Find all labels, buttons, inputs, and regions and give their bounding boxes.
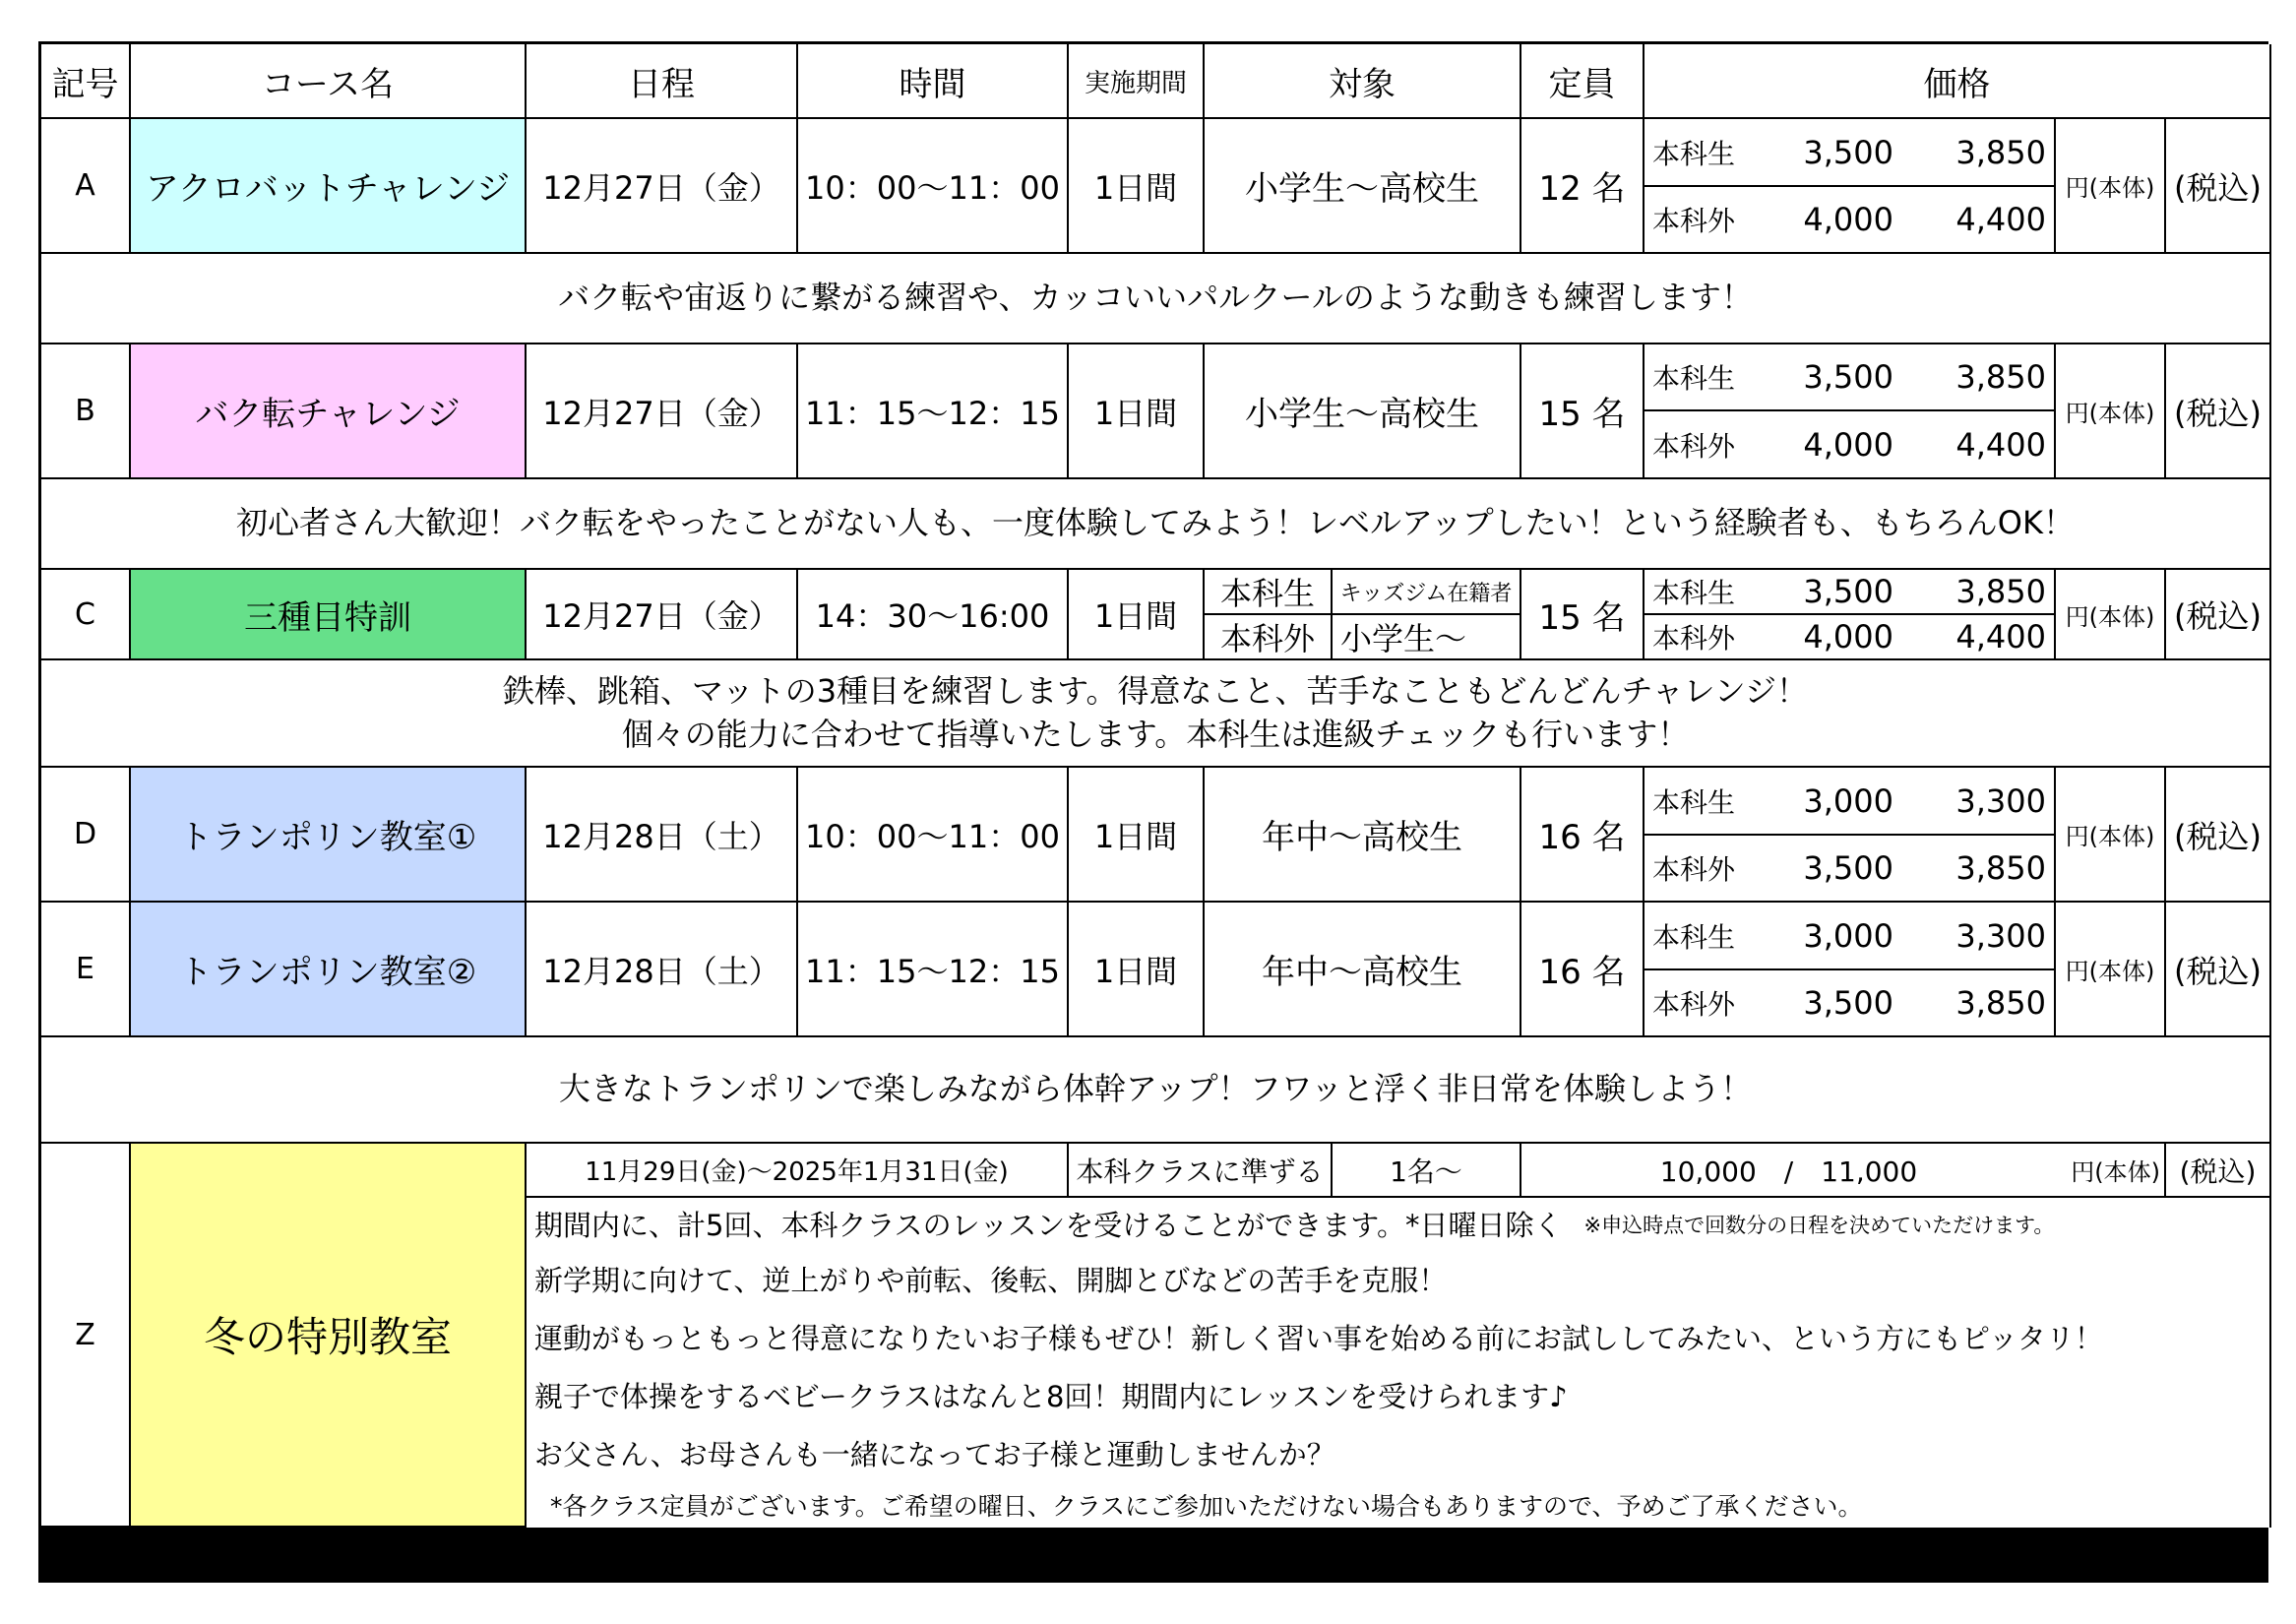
course-c-member-tax: 3,850: [1901, 570, 2056, 615]
course-d-target: 年中～高校生: [1205, 768, 1521, 903]
course-d-member-tax: 3,300: [1901, 768, 2056, 836]
course-c-name: 三種目特訓: [131, 570, 527, 660]
course-b-tax: (税込): [2166, 344, 2271, 479]
course-a-code: A: [41, 119, 131, 254]
course-c-tax: (税込): [2166, 570, 2271, 660]
course-a-unit: 円(本体): [2056, 119, 2166, 254]
course-a-member-base: 3,500: [1748, 119, 1901, 187]
course-c-period: 1日間: [1069, 570, 1205, 660]
course-c-target-non-label: 本科外: [1205, 615, 1333, 660]
course-d-member-base: 3,000: [1748, 768, 1901, 836]
course-a-non-base: 4,000: [1748, 187, 1901, 254]
course-c-date: 12月27日（金）: [527, 570, 798, 660]
course-c-non-base: 4,000: [1748, 615, 1901, 660]
course-e-period: 1日間: [1069, 903, 1205, 1037]
header-code: 記号: [41, 44, 131, 119]
course-z-price: 10,000 / 11,000: [1521, 1144, 2056, 1198]
course-b-time: 11：15～12：15: [798, 344, 1069, 479]
course-z-period: 本科クラスに準ずる: [1069, 1144, 1333, 1198]
course-d-non-label: 本科外: [1644, 836, 1748, 903]
course-a-capacity: 12 名: [1521, 119, 1644, 254]
course-z-code: Z: [41, 1144, 131, 1528]
course-b-capacity: 15 名: [1521, 344, 1644, 479]
course-c-non-tax: 4,400: [1901, 615, 2056, 660]
course-a-name: アクロバットチャレンジ: [131, 119, 527, 254]
course-z-unit: 円(本体): [2056, 1144, 2166, 1198]
course-c-unit: 円(本体): [2056, 570, 2166, 660]
course-b-non-label: 本科外: [1644, 411, 1748, 479]
course-a-non-label: 本科外: [1644, 187, 1748, 254]
course-c-non-label: 本科外: [1644, 615, 1748, 660]
course-e-non-tax: 3,850: [1901, 970, 2056, 1037]
course-z-line4: 親子で体操をするベビークラスはなんと8回！期間内にレッスンを受けられます♪: [527, 1366, 2271, 1424]
course-b-description: 初心者さん大歓迎！バク転をやったことがない人も、一度体験してみよう！レベルアップしたい！という経験者も、もちろんOK！: [41, 479, 2271, 570]
course-schedule-table: [38, 41, 2268, 1583]
course-e-name: トランポリン教室②: [131, 903, 527, 1037]
course-b-period: 1日間: [1069, 344, 1205, 479]
course-e-target: 年中～高校生: [1205, 903, 1521, 1037]
course-z-line1: [527, 1198, 2271, 1250]
course-z-line5: お父さん、お母さんも一緒になってお子様と運動しませんか？: [527, 1424, 2271, 1482]
course-d-date: 12月28日（土）: [527, 768, 798, 903]
course-e-time: 11：15～12：15: [798, 903, 1069, 1037]
course-e-tax: (税込): [2166, 903, 2271, 1037]
course-de-description: 大きなトランポリンで楽しみながら体幹アップ！フワッと浮く非日常を体験しよう！: [41, 1037, 2271, 1144]
course-d-time: 10：00～11：00: [798, 768, 1069, 903]
header-course: コース名: [131, 44, 527, 119]
course-d-non-tax: 3,850: [1901, 836, 2056, 903]
course-b-target: 小学生～高校生: [1205, 344, 1521, 479]
course-b-date: 12月27日（金）: [527, 344, 798, 479]
course-z-tax: (税込): [2166, 1144, 2271, 1198]
course-a-time: 10：00～11：00: [798, 119, 1069, 254]
course-d-period: 1日間: [1069, 768, 1205, 903]
header-date: 日程: [527, 44, 798, 119]
course-d-capacity: 16 名: [1521, 768, 1644, 903]
course-a-non-tax: 4,400: [1901, 187, 2056, 254]
course-a-member-tax: 3,850: [1901, 119, 2056, 187]
course-z-line1-text: 期間内に、計5回、本科クラスのレッスンを受けることができます。*日曜日除く: [534, 1209, 1563, 1242]
course-z-line3: 運動がもっともっと得意になりたいお子様もぜひ！新しく習い事を始める前にお試ししてみたい、という方にもピッタリ！: [527, 1308, 2271, 1366]
course-c-time: 14：30～16:00: [798, 570, 1069, 660]
course-e-member-label: 本科生: [1644, 903, 1748, 970]
course-e-member-tax: 3,300: [1901, 903, 2056, 970]
course-b-name: バク転チャレンジ: [131, 344, 527, 479]
course-b-non-tax: 4,400: [1901, 411, 2056, 479]
course-e-capacity: 16 名: [1521, 903, 1644, 1037]
course-e-non-base: 3,500: [1748, 970, 1901, 1037]
course-d-unit: 円(本体): [2056, 768, 2166, 903]
course-b-member-base: 3,500: [1748, 344, 1901, 411]
course-z-line1-note: ※申込時点で回数分の日程を決めていただけます。: [1583, 1213, 2055, 1237]
course-a-date: 12月27日（金）: [527, 119, 798, 254]
course-a-period: 1日間: [1069, 119, 1205, 254]
course-z-line2: 新学期に向けて、逆上がりや前転、後転、開脚とびなどの苦手を克服！: [527, 1250, 2271, 1308]
header-capacity: 定員: [1521, 44, 1644, 119]
course-a-member-label: 本科生: [1644, 119, 1748, 187]
course-d-name: トランポリン教室①: [131, 768, 527, 903]
header-price: 価格: [1644, 44, 2271, 119]
course-e-date: 12月28日（土）: [527, 903, 798, 1037]
course-c-target-non: 小学生～: [1333, 615, 1521, 660]
course-b-unit: 円(本体): [2056, 344, 2166, 479]
course-a-tax: (税込): [2166, 119, 2271, 254]
course-b-member-label: 本科生: [1644, 344, 1748, 411]
course-c-target-member-label: 本科生: [1205, 570, 1333, 615]
course-c-target-member: キッズジム在籍者: [1333, 570, 1521, 615]
course-z-name: 冬の特別教室: [131, 1144, 527, 1528]
course-z-date: 11月29日(金)～2025年1月31日(金): [527, 1144, 1069, 1198]
course-c-description-line1: 鉄棒、跳箱、マットの3種目を練習します。得意なこと、苦手なこともどんどんチャレンジ！: [503, 672, 1808, 711]
course-e-non-label: 本科外: [1644, 970, 1748, 1037]
course-d-member-label: 本科生: [1644, 768, 1748, 836]
course-a-target: 小学生～高校生: [1205, 119, 1521, 254]
header-period: 実施期間: [1069, 44, 1205, 119]
course-b-member-tax: 3,850: [1901, 344, 2056, 411]
header-time: 時間: [798, 44, 1069, 119]
course-e-unit: 円(本体): [2056, 903, 2166, 1037]
course-c-description: [41, 660, 2271, 768]
course-c-member-base: 3,500: [1748, 570, 1901, 615]
course-d-code: D: [41, 768, 131, 903]
course-a-description: バク転や宙返りに繋がる練習や、カッコいいパルクールのような動きも練習します！: [41, 254, 2271, 344]
course-c-capacity: 15 名: [1521, 570, 1644, 660]
header-target: 対象: [1205, 44, 1521, 119]
course-c-code: C: [41, 570, 131, 660]
course-z-line6: *各クラス定員がございます。ご希望の曜日、クラスにご参加いただけない場合もありますので、予めご了承ください。: [527, 1482, 2271, 1528]
course-d-tax: (税込): [2166, 768, 2271, 903]
course-c-member-label: 本科生: [1644, 570, 1748, 615]
course-d-non-base: 3,500: [1748, 836, 1901, 903]
course-b-code: B: [41, 344, 131, 479]
course-z-capacity: 1名～: [1333, 1144, 1521, 1198]
course-e-code: E: [41, 903, 131, 1037]
course-c-description-line2: 個々の能力に合わせて指導いたします。本科生は進級チェックも行います！: [621, 715, 1690, 753]
course-b-non-base: 4,000: [1748, 411, 1901, 479]
course-e-member-base: 3,000: [1748, 903, 1901, 970]
